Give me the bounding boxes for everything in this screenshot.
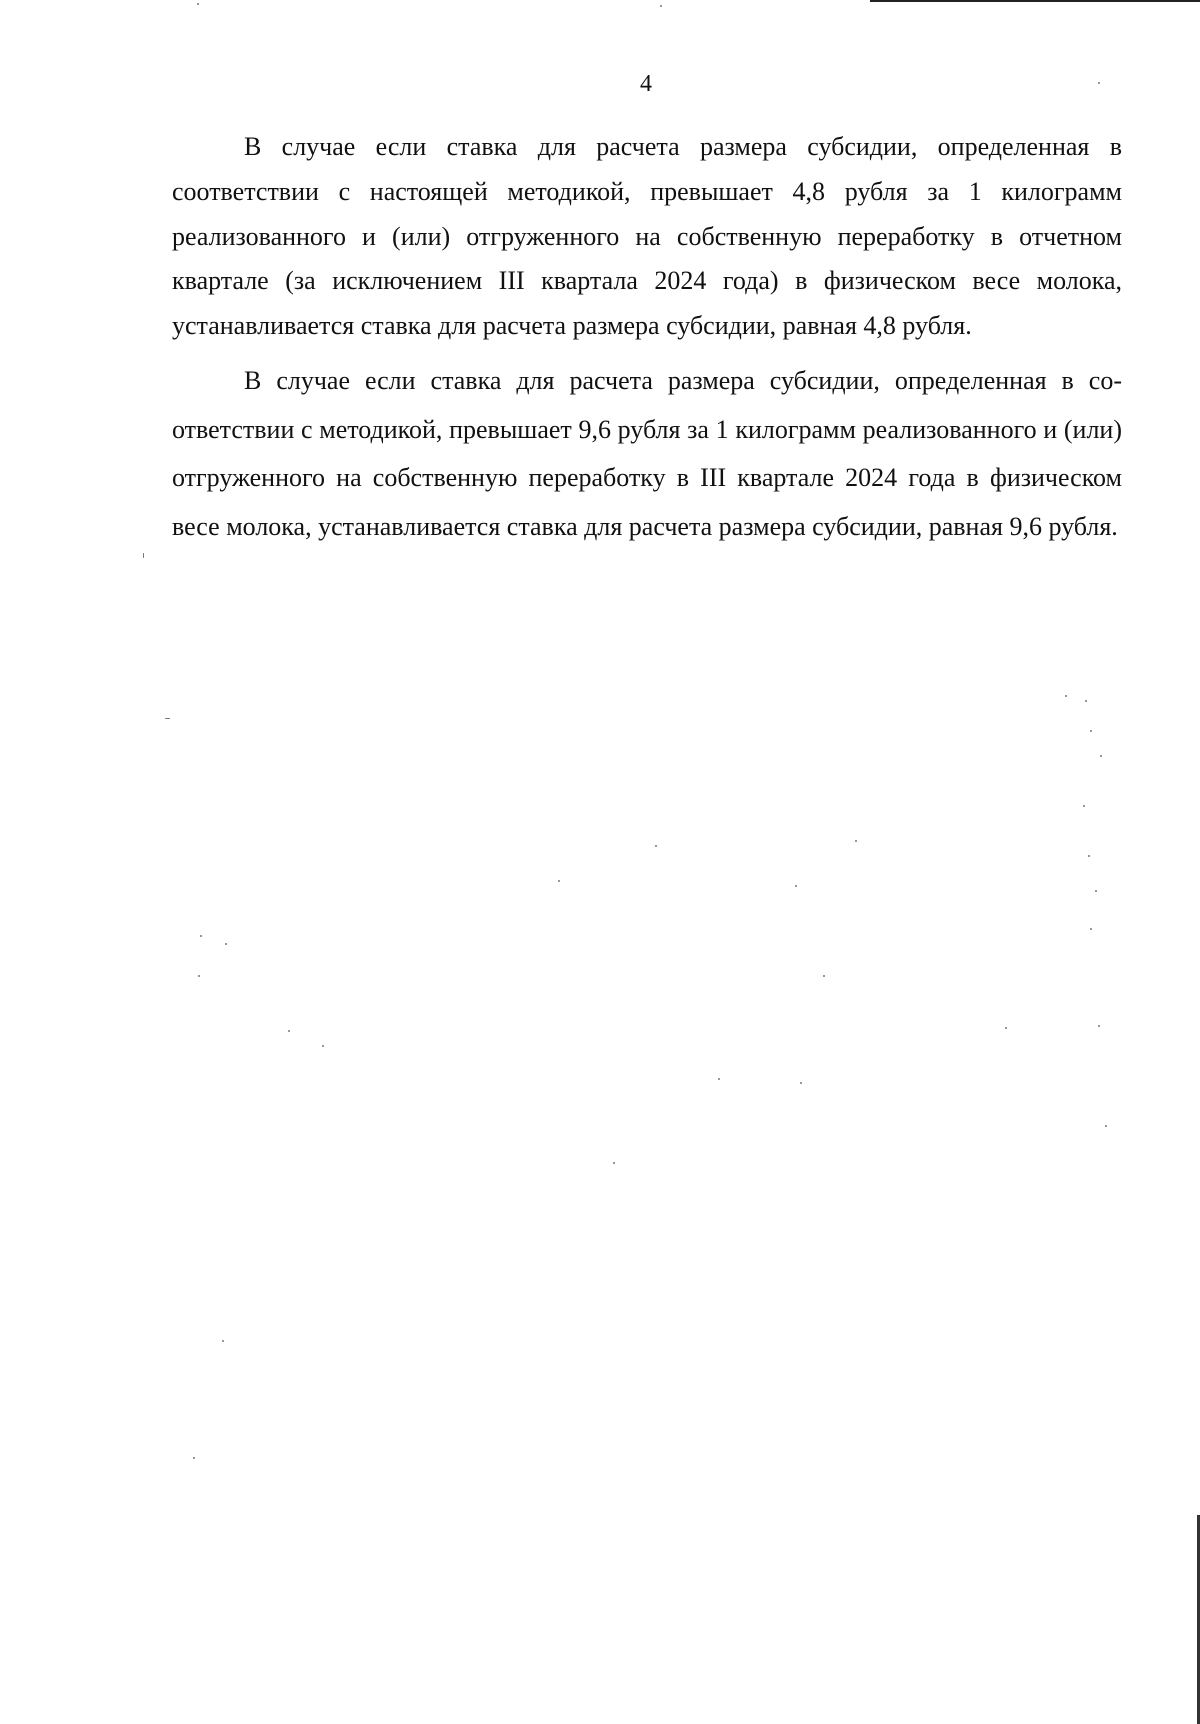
scan-speck <box>1090 730 1092 732</box>
scan-speck <box>718 1078 720 1080</box>
scan-speck <box>655 845 657 847</box>
scan-speck <box>1085 700 1087 702</box>
scan-speck <box>1090 928 1092 930</box>
scan-speck <box>1105 1125 1107 1127</box>
page-number: 4 <box>640 71 652 97</box>
scan-speck <box>200 935 202 937</box>
scan-speck <box>823 975 825 977</box>
scan-speck <box>1005 1027 1007 1029</box>
scan-speck <box>558 880 560 882</box>
scan-speck <box>1095 890 1097 892</box>
document-body <box>172 125 1122 551</box>
scan-speck <box>288 1030 290 1032</box>
paragraph: В случае если ставка для расчета размера субсидии, определенная в соответствии с настоящей методикой, превышает 4,8 рубля за 1 килограмм реализованного и (или) отгруженного на собственную переработку в отчетном квартале (за исключением III квартала 2024 года) в физическом весе молока, устанавливается ставка для расчета размера субсидии, равная 4,8 рубля. <box>172 132 1122 341</box>
paragraph: В случае если ставка для расчета размера субсидии, определенная в соответствии с методикой, превышает 9,6 рубля за 1 килограмм реализованного и (или) отгруженного на собственную переработку в III квартале 2024 года в физическом весе молока, устанавливается ставка для расчета размера субсидии, равная 9,6 рубля. <box>172 365 1122 541</box>
scan-speck <box>197 3 199 5</box>
scan-speck <box>613 1162 615 1164</box>
scan-speck <box>1100 755 1102 757</box>
scan-speck <box>198 975 200 977</box>
scan-speck <box>855 840 857 842</box>
scan-speck <box>225 943 227 945</box>
scan-speck <box>143 553 144 558</box>
scan-speck <box>222 1340 224 1342</box>
scan-edge-top <box>870 0 1200 2</box>
scan-speck <box>800 1082 802 1084</box>
scan-speck <box>1065 695 1067 697</box>
scan-speck <box>1098 1025 1100 1027</box>
scan-speck <box>193 1457 195 1459</box>
scan-speck <box>322 1045 324 1047</box>
scan-speck <box>1098 82 1100 84</box>
scan-speck <box>795 885 797 887</box>
scan-speck <box>1088 855 1090 857</box>
scan-speck <box>165 718 170 719</box>
scan-speck <box>1083 805 1085 807</box>
scan-speck <box>660 5 662 7</box>
